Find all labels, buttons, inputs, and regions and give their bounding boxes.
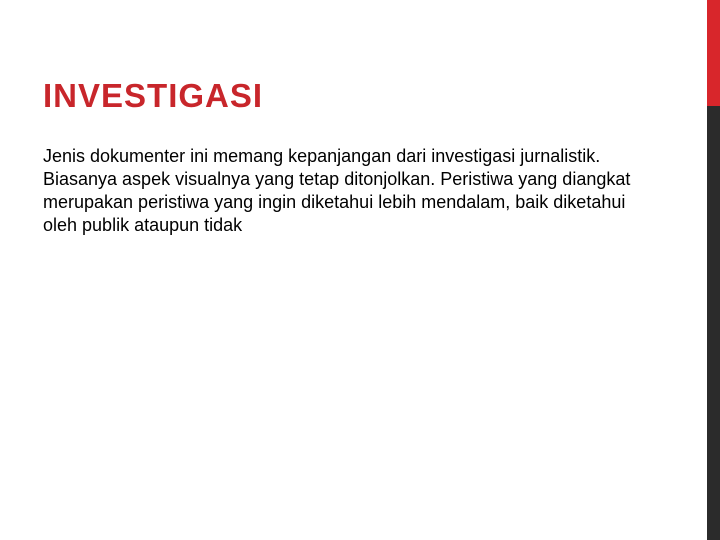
accent-bar-bottom xyxy=(707,106,720,540)
slide-body-text: Jenis dokumenter ini memang kepanjangan dari investigasi jurnalistik. Biasanya aspek visualnya yang tetap ditonjolkan. Peristiwa yang diangkat merupakan peristiwa yang ingin diketahui lebih mendalam, baik diketahui oleh publik ataupun tidak xyxy=(43,146,631,235)
accent-bar-top xyxy=(707,0,720,106)
slide-title: INVESTIGASI xyxy=(43,77,264,114)
